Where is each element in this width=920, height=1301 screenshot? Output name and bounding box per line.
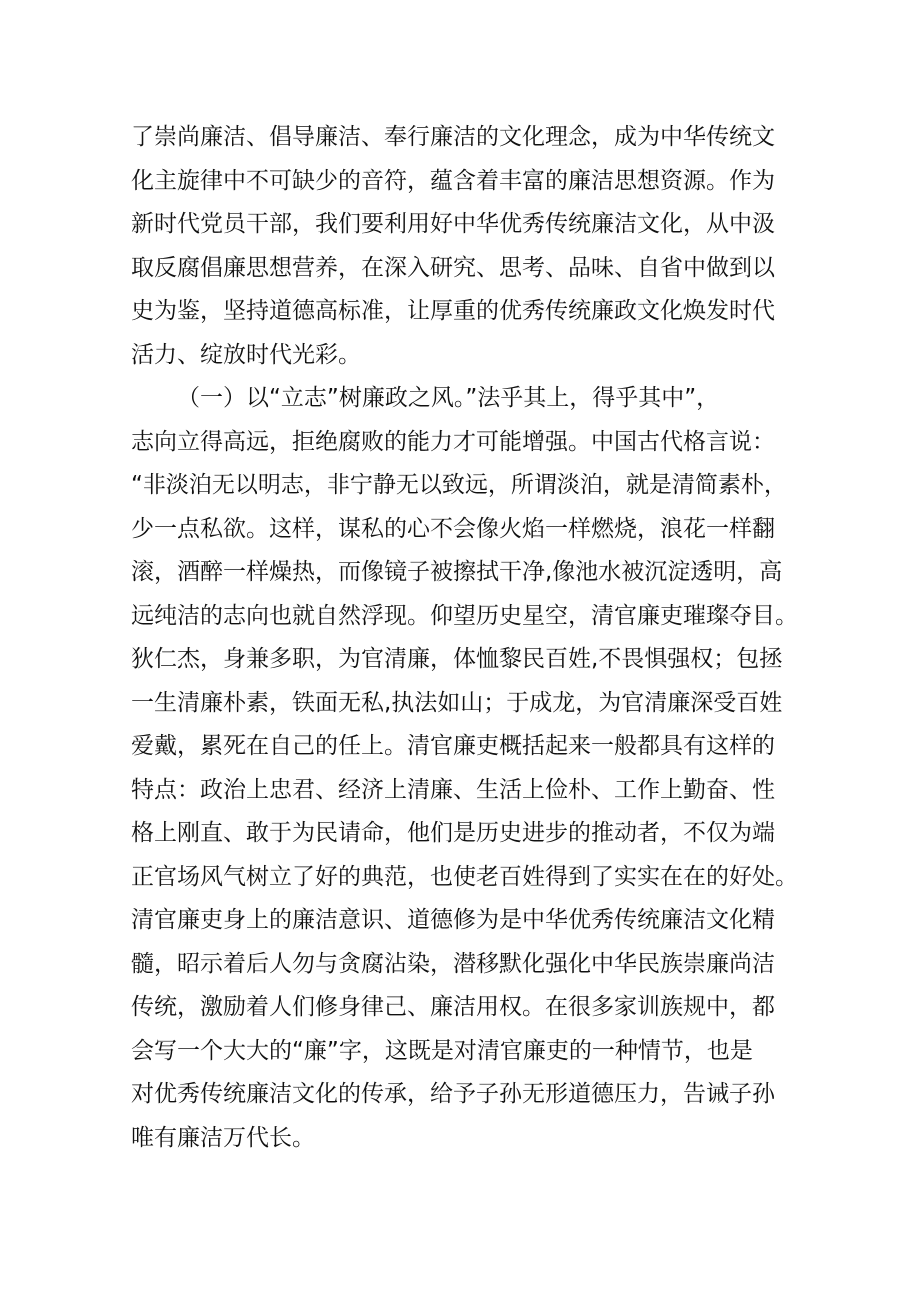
text-line: 一生清廉朴素，铁面无私,执法如山；于成龙，为官清廉深受百姓 — [131, 689, 783, 716]
text-line: 志向立得高远，拒绝腐败的能力才可能增强。中国古代格言说： — [131, 428, 775, 455]
text-line: 爱戴，累死在自己的任上。清官廉吏概括起来一般都具有这样的 — [131, 733, 775, 759]
text-line: 远纯洁的志向也就自然浮现。仰望历史星空，清官廉吏璀璨夺目。 — [131, 602, 798, 629]
text-line: 传统，激励着人们修身律己、廉洁用权。在很多家训族规中，都 — [131, 994, 775, 1020]
text-line: 唯有廉洁万代长。 — [131, 1124, 315, 1151]
text-line: 清官廉吏身上的廉洁意识、道德修为是中华优秀传统廉洁文化精 — [131, 907, 775, 933]
text-line: 髓，昭示着后人勿与贪腐沾染，潜移默化强化中华民族崇廉尚洁 — [131, 950, 775, 977]
paragraph-2 — [131, 377, 799, 1160]
text-line: 新时代党员干部，我们要利用好中华优秀传统廉洁文化，从中汲 — [131, 211, 775, 237]
paragraph-1 — [131, 116, 799, 377]
text-line-indented: （一）以“立志”树廉政之风。”法乎其上，得乎其中”， — [177, 385, 720, 411]
document-body — [131, 116, 799, 1160]
text-line: “非淡泊无以明志，非宁静无以致远，所谓淡泊，就是清简素朴， — [131, 472, 787, 498]
text-line: 会写一个大大的“廉”字，这既是对清官廉吏的一种情节，也是 — [131, 1037, 753, 1064]
text-line: 史为鉴，坚持道德高标准，让厚重的优秀传统廉政文化焕发时代 — [131, 298, 775, 324]
text-line: 格上刚直、敢于为民请命，他们是历史进步的推动者，不仅为端 — [131, 820, 775, 846]
text-line: 取反腐倡廉思想营养，在深入研究、思考、品味、自省中做到以 — [131, 254, 775, 281]
text-line: 对优秀传统廉洁文化的传承，给予子孙无形道德压力，告诫子孙 — [131, 1081, 775, 1107]
text-line: 正官场风气树立了好的典范，也使老百姓得到了实实在在的好处。 — [131, 863, 798, 890]
text-line: 了崇尚廉洁、倡导廉洁、奉行廉洁的文化理念，成为中华传统文 — [131, 124, 775, 150]
text-line: 滚，酒醉一样燥热，而像镜子被擦拭干净,像池水被沉淀透明，高 — [131, 559, 783, 585]
text-line: 化主旋律中不可缺少的音符，蕴含着丰富的廉洁思想资源。作为 — [131, 167, 775, 194]
text-line: 活力、绽放时代光彩。 — [131, 341, 361, 368]
text-line: 少一点私欲。这样，谋私的心不会像火焰一样燃烧，浪花一样翻 — [131, 515, 775, 542]
text-line: 特点：政治上忠君、经济上清廉、生活上俭朴、工作上勤奋、性 — [131, 776, 775, 803]
text-line: 狄仁杰，身兼多职，为官清廉，体恤黎民百姓,不畏惧强权；包拯 — [131, 646, 783, 672]
